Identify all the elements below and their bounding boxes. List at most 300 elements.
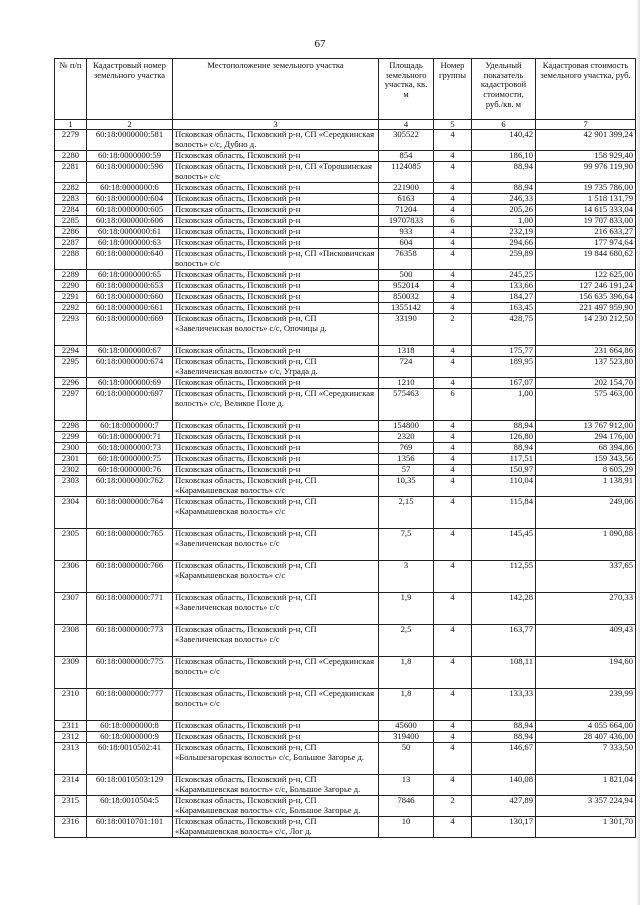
unit-value: 205,26 (472, 205, 536, 216)
location: Псковская область, Псковский р-н, СП «Завеличенская волость» с/с (173, 529, 379, 561)
unit-value: 163,45 (472, 303, 536, 314)
table-row (55, 561, 636, 593)
header-unit-value: Удельный показатель кадастровой стоимости, руб./кв. м (472, 59, 536, 120)
cadastral-value: 202 154,70 (536, 378, 636, 389)
table-row (55, 194, 636, 205)
group-number: 4 (434, 162, 472, 183)
unit-value: 110,04 (472, 476, 536, 497)
area: 1,8 (379, 657, 434, 689)
unit-value: 108,11 (472, 657, 536, 689)
unit-value: 1,00 (472, 216, 536, 227)
row-number: 2285 (55, 216, 87, 227)
header-row (55, 59, 636, 120)
group-number: 4 (434, 561, 472, 593)
unit-value: 1,00 (472, 389, 536, 421)
area: 10,35 (379, 476, 434, 497)
cadastral-number: 60:18:0000000:773 (87, 625, 173, 657)
location: Псковская область, Псковский р-н, СП «Завеличенская волость» с/с, Уграда д. (173, 357, 379, 378)
cadastral-value: 4 055 664,00 (536, 721, 636, 732)
row-number: 2295 (55, 357, 87, 378)
cadastral-value: 8 605,29 (536, 465, 636, 476)
location: Псковская область, Псковский р-н (173, 270, 379, 281)
cadastral-value: 575 463,00 (536, 389, 636, 421)
cadastral-number: 60:18:0000000:765 (87, 529, 173, 561)
table-row (55, 162, 636, 183)
unit-value: 142,28 (472, 593, 536, 625)
unit-value: 88,94 (472, 721, 536, 732)
unit-value: 294,66 (472, 238, 536, 249)
location: Псковская область, Псковский р-н (173, 443, 379, 454)
cadastral-value: 19 844 680,62 (536, 249, 636, 270)
area: 1124085 (379, 162, 434, 183)
unit-value: 88,94 (472, 443, 536, 454)
cadastral-number: 60:18:0000000:766 (87, 561, 173, 593)
cadastral-number: 60:18:0000000:775 (87, 657, 173, 689)
group-number: 4 (434, 281, 472, 292)
table-row (55, 292, 636, 303)
cadastral-number: 60:18:0000000:640 (87, 249, 173, 270)
row-number: 2291 (55, 292, 87, 303)
group-number: 4 (434, 357, 472, 378)
cadastral-number: 60:18:0000000:65 (87, 270, 173, 281)
area: 1,9 (379, 593, 434, 625)
cadastral-number: 60:18:0000000:771 (87, 593, 173, 625)
row-number: 2280 (55, 151, 87, 162)
row-number: 2313 (55, 743, 87, 775)
cadastral-number: 60:18:0010502:41 (87, 743, 173, 775)
location: Псковская область, Псковский р-н (173, 732, 379, 743)
location: Псковская область, Псковский р-н (173, 378, 379, 389)
location: Псковская область, Псковский р-н, СП «Торошинская волость» с/с (173, 162, 379, 183)
row-number: 2308 (55, 625, 87, 657)
cadastral-value: 127 246 191,24 (536, 281, 636, 292)
table-row (55, 151, 636, 162)
group-number: 4 (434, 775, 472, 796)
area: 2,15 (379, 497, 434, 529)
cadastral-value: 1 138,91 (536, 476, 636, 497)
cadastral-number: 60:18:0000000:71 (87, 432, 173, 443)
table-row (55, 593, 636, 625)
column-number: 7 (536, 120, 636, 130)
unit-value: 88,94 (472, 162, 536, 183)
cadastral-value: 1 821,04 (536, 775, 636, 796)
row-number: 2303 (55, 476, 87, 497)
table-row (55, 389, 636, 421)
location: Псковская область, Псковский р-н (173, 183, 379, 194)
cadastral-number: 60:18:0000000:9 (87, 732, 173, 743)
column-number: 3 (173, 120, 379, 130)
area: 952014 (379, 281, 434, 292)
location: Псковская область, Псковский р-н, СП «Завеличенская волость» с/с (173, 625, 379, 657)
area: 854 (379, 151, 434, 162)
group-number: 4 (434, 421, 472, 432)
area: 575463 (379, 389, 434, 421)
unit-value: 163,77 (472, 625, 536, 657)
group-number: 4 (434, 625, 472, 657)
cadastral-value: 294 176,00 (536, 432, 636, 443)
cadastral-number: 60:18:0000000:69 (87, 378, 173, 389)
table-row (55, 743, 636, 775)
cadastral-value: 409,43 (536, 625, 636, 657)
unit-value: 428,75 (472, 314, 536, 346)
location: Псковская область, Псковский р-н, СП «Писковичская волость» с/с (173, 249, 379, 270)
area: 71204 (379, 205, 434, 216)
unit-value: 245,25 (472, 270, 536, 281)
cadastral-number: 60:18:0010701:101 (87, 817, 173, 838)
table-body (55, 130, 636, 838)
area: 850032 (379, 292, 434, 303)
location: Псковская область, Псковский р-н (173, 238, 379, 249)
cadastral-number: 60:18:0000000:67 (87, 346, 173, 357)
group-number: 4 (434, 292, 472, 303)
area: 1355142 (379, 303, 434, 314)
cadastral-value: 99 976 119,90 (536, 162, 636, 183)
area: 2,5 (379, 625, 434, 657)
cadastral-value: 156 635 396,64 (536, 292, 636, 303)
group-number: 4 (434, 378, 472, 389)
group-number: 4 (434, 732, 472, 743)
location: Псковская область, Псковский р-н (173, 721, 379, 732)
group-number: 4 (434, 238, 472, 249)
table-row (55, 238, 636, 249)
unit-value: 133,33 (472, 689, 536, 721)
area: 6163 (379, 194, 434, 205)
unit-value: 189,95 (472, 357, 536, 378)
table-row (55, 183, 636, 194)
location: Псковская область, Псковский р-н (173, 465, 379, 476)
row-number: 2311 (55, 721, 87, 732)
location: Псковская область, Псковский р-н (173, 151, 379, 162)
cadastral-number: 60:18:0000000:605 (87, 205, 173, 216)
row-number: 2286 (55, 227, 87, 238)
group-number: 4 (434, 593, 472, 625)
cadastral-value: 1 301,70 (536, 817, 636, 838)
area: 154800 (379, 421, 434, 432)
group-number: 2 (434, 796, 472, 817)
table-row (55, 465, 636, 476)
location: Псковская область, Псковский р-н (173, 292, 379, 303)
row-number: 2315 (55, 796, 87, 817)
cadastral-table (54, 58, 636, 838)
table-row (55, 216, 636, 227)
column-number: 4 (379, 120, 434, 130)
cadastral-number: 60:18:0000000:669 (87, 314, 173, 346)
location: Псковская область, Псковский р-н, СП «Карамышевская волость» с/с, Лог д. (173, 817, 379, 838)
cadastral-value: 216 633,27 (536, 227, 636, 238)
group-number: 6 (434, 389, 472, 421)
row-number: 2307 (55, 593, 87, 625)
area: 221900 (379, 183, 434, 194)
header-cadastral: Кадастровый номер земельного участка (87, 59, 173, 120)
cadastral-number: 60:18:0000000:697 (87, 389, 173, 421)
cadastral-number: 60:18:0000000:762 (87, 476, 173, 497)
cadastral-number: 60:18:0000000:660 (87, 292, 173, 303)
header-group: Номер группы (434, 59, 472, 120)
unit-value: 184,27 (472, 292, 536, 303)
group-number: 4 (434, 476, 472, 497)
area: 305522 (379, 130, 434, 151)
cadastral-value: 28 407 436,00 (536, 732, 636, 743)
row-number: 2282 (55, 183, 87, 194)
group-number: 4 (434, 497, 472, 529)
cadastral-number: 60:18:0000000:764 (87, 497, 173, 529)
location: Псковская область, Псковский р-н (173, 194, 379, 205)
header-total-value: Кадастровая стоимость земельного участка, руб. (536, 59, 636, 120)
unit-value: 427,89 (472, 796, 536, 817)
column-number: 2 (87, 120, 173, 130)
table-row (55, 421, 636, 432)
row-number: 2281 (55, 162, 87, 183)
cadastral-number: 60:18:0000000:606 (87, 216, 173, 227)
table-row (55, 625, 636, 657)
area: 33190 (379, 314, 434, 346)
cadastral-value: 14 615 333,04 (536, 205, 636, 216)
group-number: 4 (434, 194, 472, 205)
cadastral-value: 194,60 (536, 657, 636, 689)
cadastral-number: 60:18:0000000:61 (87, 227, 173, 238)
unit-value: 115,84 (472, 497, 536, 529)
group-number: 4 (434, 657, 472, 689)
area: 50 (379, 743, 434, 775)
cadastral-number: 60:18:0010503:129 (87, 775, 173, 796)
unit-value: 232,19 (472, 227, 536, 238)
unit-value: 88,94 (472, 732, 536, 743)
cadastral-number: 60:18:0000000:596 (87, 162, 173, 183)
unit-value: 150,97 (472, 465, 536, 476)
row-number: 2310 (55, 689, 87, 721)
row-number: 2300 (55, 443, 87, 454)
row-number: 2309 (55, 657, 87, 689)
row-number: 2287 (55, 238, 87, 249)
area: 2320 (379, 432, 434, 443)
table-row (55, 314, 636, 346)
table-row (55, 303, 636, 314)
group-number: 4 (434, 443, 472, 454)
location: Псковская область, Псковский р-н (173, 205, 379, 216)
location: Псковская область, Псковский р-н, СП «Большезагорская волость» с/с, Большое Загорье д. (173, 743, 379, 775)
area: 1318 (379, 346, 434, 357)
unit-value: 140,42 (472, 130, 536, 151)
location: Псковская область, Псковский р-н, СП «Карамышевская волость» с/с (173, 476, 379, 497)
table-row (55, 497, 636, 529)
cadastral-number: 60:18:0000000:59 (87, 151, 173, 162)
group-number: 4 (434, 130, 472, 151)
location: Псковская область, Псковский р-н (173, 421, 379, 432)
area: 933 (379, 227, 434, 238)
table-row (55, 249, 636, 270)
row-number: 2292 (55, 303, 87, 314)
location: Псковская область, Псковский р-н, СП «Середкинская волость» с/с, Дубно д. (173, 130, 379, 151)
group-number: 4 (434, 529, 472, 561)
table-row (55, 796, 636, 817)
group-number: 4 (434, 205, 472, 216)
row-number: 2301 (55, 454, 87, 465)
group-number: 4 (434, 465, 472, 476)
header-area: Площадь земельного участка, кв. м (379, 59, 434, 120)
unit-value: 146,67 (472, 743, 536, 775)
row-number: 2312 (55, 732, 87, 743)
cadastral-value: 159 343,56 (536, 454, 636, 465)
cadastral-number: 60:18:0000000:73 (87, 443, 173, 454)
column-number: 6 (472, 120, 536, 130)
table-row (55, 529, 636, 561)
cadastral-number: 60:18:0000000:661 (87, 303, 173, 314)
cadastral-value: 13 767 912,00 (536, 421, 636, 432)
table-row (55, 689, 636, 721)
area: 769 (379, 443, 434, 454)
location: Псковская область, Псковский р-н, СП «Карамышевская волость» с/с (173, 497, 379, 529)
table-row (55, 130, 636, 151)
table-row (55, 775, 636, 796)
column-number: 1 (55, 120, 87, 130)
area: 45600 (379, 721, 434, 732)
area: 1356 (379, 454, 434, 465)
unit-value: 133,66 (472, 281, 536, 292)
cadastral-number: 60:18:0000000:674 (87, 357, 173, 378)
cadastral-value: 42 901 399,24 (536, 130, 636, 151)
location: Псковская область, Псковский р-н, СП «Середкинская волость» с/с (173, 657, 379, 689)
cadastral-value: 177 974,64 (536, 238, 636, 249)
cadastral-value: 1 090,88 (536, 529, 636, 561)
group-number: 4 (434, 183, 472, 194)
row-number: 2297 (55, 389, 87, 421)
row-number: 2284 (55, 205, 87, 216)
location: Псковская область, Псковский р-н, СП «Середкинская волость» с/с, Великое Поле д. (173, 389, 379, 421)
row-number: 2296 (55, 378, 87, 389)
unit-value: 117,51 (472, 454, 536, 465)
table-row (55, 281, 636, 292)
table-row (55, 346, 636, 357)
location: Псковская область, Псковский р-н, СП «Карамышевская волость» с/с, Большое Загорье д. (173, 796, 379, 817)
row-number: 2299 (55, 432, 87, 443)
area: 57 (379, 465, 434, 476)
group-number: 2 (434, 314, 472, 346)
area: 10 (379, 817, 434, 838)
group-number: 4 (434, 432, 472, 443)
row-number: 2294 (55, 346, 87, 357)
cadastral-value: 221 497 959,90 (536, 303, 636, 314)
group-number: 4 (434, 346, 472, 357)
unit-value: 88,94 (472, 421, 536, 432)
table-row (55, 476, 636, 497)
location: Псковская область, Псковский р-н, СП «Завеличенская волость» с/с (173, 593, 379, 625)
location: Псковская область, Псковский р-н (173, 216, 379, 227)
area: 604 (379, 238, 434, 249)
row-number: 2304 (55, 497, 87, 529)
scan-edge (636, 0, 640, 905)
cadastral-number: 60:18:0000000:6 (87, 183, 173, 194)
unit-value: 140,08 (472, 775, 536, 796)
group-number: 4 (434, 249, 472, 270)
unit-value: 175,77 (472, 346, 536, 357)
row-number: 2316 (55, 817, 87, 838)
row-number: 2290 (55, 281, 87, 292)
unit-value: 246,33 (472, 194, 536, 205)
area: 13 (379, 775, 434, 796)
area: 319400 (379, 732, 434, 743)
row-number: 2288 (55, 249, 87, 270)
location: Псковская область, Псковский р-н, СП «Завеличенская волость» с/с, Опочицы д. (173, 314, 379, 346)
area: 3 (379, 561, 434, 593)
column-number: 5 (434, 120, 472, 130)
row-number: 2289 (55, 270, 87, 281)
row-number: 2298 (55, 421, 87, 432)
cadastral-number: 60:18:0000000:604 (87, 194, 173, 205)
unit-value: 130,17 (472, 817, 536, 838)
group-number: 4 (434, 454, 472, 465)
area: 1210 (379, 378, 434, 389)
table-row (55, 732, 636, 743)
cadastral-value: 14 230 212,50 (536, 314, 636, 346)
table-row (55, 357, 636, 378)
cadastral-value: 239,99 (536, 689, 636, 721)
group-number: 6 (434, 216, 472, 227)
location: Псковская область, Псковский р-н (173, 454, 379, 465)
row-number: 2306 (55, 561, 87, 593)
location: Псковская область, Псковский р-н, СП «Карамышевская волость» с/с, Большое Загорье д. (173, 775, 379, 796)
cadastral-value: 249,06 (536, 497, 636, 529)
area: 724 (379, 357, 434, 378)
cadastral-value: 231 664,86 (536, 346, 636, 357)
row-number: 2314 (55, 775, 87, 796)
row-number: 2302 (55, 465, 87, 476)
table-row (55, 817, 636, 838)
group-number: 4 (434, 227, 472, 238)
unit-value: 259,89 (472, 249, 536, 270)
group-number: 4 (434, 721, 472, 732)
area: 7,5 (379, 529, 434, 561)
cadastral-number: 60:18:0000000:7 (87, 421, 173, 432)
location: Псковская область, Псковский р-н (173, 303, 379, 314)
location: Псковская область, Псковский р-н (173, 346, 379, 357)
cadastral-value: 3 357 224,94 (536, 796, 636, 817)
area: 500 (379, 270, 434, 281)
table-row (55, 657, 636, 689)
area: 19707833 (379, 216, 434, 227)
area: 1,8 (379, 689, 434, 721)
location: Псковская область, Псковский р-н, СП «Карамышевская волость» с/с (173, 561, 379, 593)
location: Псковская область, Псковский р-н (173, 281, 379, 292)
group-number: 4 (434, 743, 472, 775)
unit-value: 145,45 (472, 529, 536, 561)
page-number: 67 (314, 38, 326, 50)
table-row (55, 454, 636, 465)
unit-value: 126,80 (472, 432, 536, 443)
row-number: 2293 (55, 314, 87, 346)
header-location: Местоположение земельного участка (173, 59, 379, 120)
table-row (55, 227, 636, 238)
location: Псковская область, Псковский р-н (173, 227, 379, 238)
group-number: 4 (434, 151, 472, 162)
table-row (55, 205, 636, 216)
table-row (55, 432, 636, 443)
cadastral-number: 60:18:0000000:63 (87, 238, 173, 249)
cadastral-value: 270,33 (536, 593, 636, 625)
area: 76358 (379, 249, 434, 270)
cadastral-number: 60:18:0000000:581 (87, 130, 173, 151)
cadastral-number: 60:18:0000000:777 (87, 689, 173, 721)
cadastral-number: 60:18:0010504:5 (87, 796, 173, 817)
unit-value: 112,55 (472, 561, 536, 593)
cadastral-value: 158 929,40 (536, 151, 636, 162)
group-number: 4 (434, 817, 472, 838)
location: Псковская область, Псковский р-н (173, 432, 379, 443)
group-number: 4 (434, 270, 472, 281)
header-num: № п/п (55, 59, 87, 120)
cadastral-value: 19 735 786,00 (536, 183, 636, 194)
table-row (55, 378, 636, 389)
cadastral-number: 60:18:0000000:653 (87, 281, 173, 292)
